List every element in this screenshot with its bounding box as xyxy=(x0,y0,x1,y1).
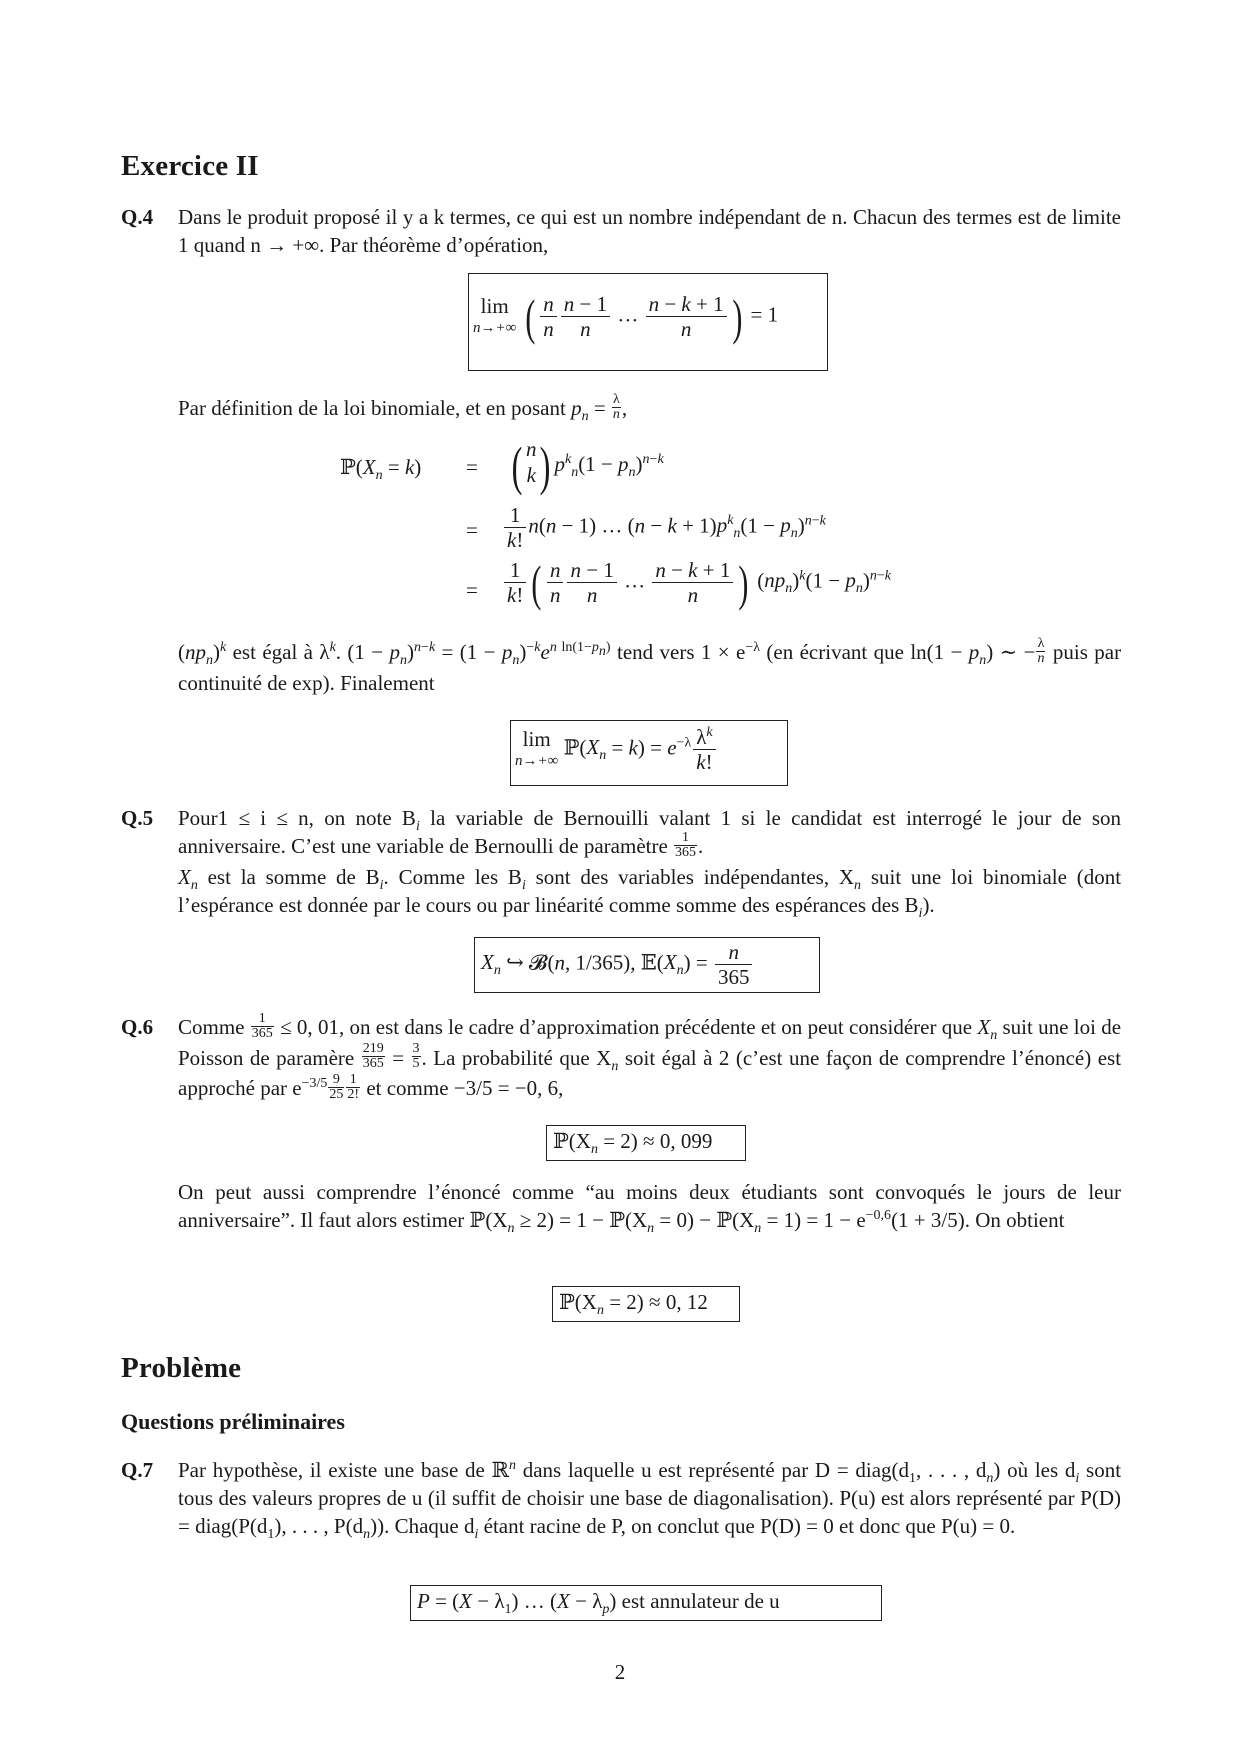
question-q6 xyxy=(121,1010,1122,1105)
q4-binomial-intro: Par définition de la loi binomiale, et en posant $p_n$ = $\frac{\lambda}{n}$ , xyxy=(178,391,628,425)
question-label: Q.6 xyxy=(121,1015,154,1039)
question-label: Q.4 xyxy=(121,205,154,229)
question-text: Dans le produit proposé il y a k termes, ce qui est un nombre indépendant de n. Chacun des termes est de limite 1 quand n → +∞. Par théorème d’opération, xyxy=(178,205,1121,257)
question-q7 xyxy=(121,1456,1122,1543)
result-box-binomial: $X_n$ ↪ 𝓑(n, 1/365), $𝔼(X_n)$ = $\frac{n}{365}$ xyxy=(474,937,820,993)
section-title-problem: Problème xyxy=(121,1352,242,1384)
result-box-annihilator: $P = (X - \lambda_1)$ … $(X - \lambda_p)$ est annulateur de u xyxy=(410,1585,882,1621)
question-text: Pour1 ≤ i ≤ n, on note $B_i$ la variable de Bernouilli valant 1 si le candidat est interrogé le jour de son anniversaire. C’est une variable de Bernoulli de paramètre $\frac{1}{365}$ . $X_n$ est la somme de $B_i$. Comme les $B_i$ sont des variables indépendantes, $X_n$ suit une loi binomiale (dont l’espérance est donnée par le cours ou par linéarité comme somme des espérances des $B_i$). xyxy=(178,806,1122,921)
result-box-approx-2: $ℙ(X_n = 2) \approx 0$, 12 xyxy=(552,1286,740,1322)
page-number: 2 xyxy=(614,1660,626,1684)
question-text: Par hypothèse, il existe une base de ℝ$^n$ dans laquelle u est représenté par $D = diag(d_1$, . . . , $d_n$) où les $d_i$ sont tous des valeurs propres de u (il suffit de choisir une base de diagonalisation). P(u) est alors représenté par $P(D) = diag(P(d_1)$, . . . , $P(d_n)$). Chaque $d_i$ étant racine de P, on conclut que P(D) = 0 et donc que P(u) = 0. xyxy=(178,1458,1122,1543)
question-q5 xyxy=(121,804,1121,919)
question-label: Q.7 xyxy=(121,1458,154,1482)
result-box-poisson-limit: lim n→+∞ $ℙ(X_n = k) = e^{-\lambda}$ $\frac{\lambda^k}{k!}$ xyxy=(510,720,788,786)
document-page: Exercice II Q.4 Dans le produit proposé il y a k termes, ce qui est un nombre indépendant de n. Chacun des termes est de limite 1 quand n → +∞. Par théorème d’opération, lim n→+∞ ( $\frac{n}{n}$ $\frac{n - 1}{n}$ … $\frac{n - k + 1}{n}$ ) = 1 Par définition de la loi binomiale, et en posant $p_n$ = $\frac{\lambda}{n}$ , $ℙ(X_n = k)$ = ( n k) $p^k_n(1 - p_n)^{n-k}$ = $\frac{1}{k!}$ n(n − 1) … $(n - k + 1)p^k_n(1 - p_n)^{n-k}$ = $\frac{1}{k!}$ ( $\frac{n}{n}$ $\frac{n - 1}{n}$ … $\frac{n - k + 1}{n}$ ) $(np_n)^k(1 - p_n)^{n-k}$ $(np_n)^k$ est égal à $\lambda^k$. $(1 - p_n)^{n-k} = (1 - p_n)^{-k}e^{n ln(1-p_n)}$ tend vers $1 \times e^{-\lambda}$ (en écrivant que $\ln(1 - p_n)$ ∼ − $\frac{\lambda}{n}$ puis par continuité de exp). Finalement lim n→+∞ $ℙ(X_n = k) = e^{-\lambda}$ $\frac{\lambda^k}{k!}$ Q.5 Pour1 ≤ i ≤ n, on note $B_i$ la variable de Bernouilli valant 1 si le candidat est interrogé le jour de son anniversaire. C’est une variable de Bernoulli de paramètre $\frac{1}{365}$ . $X_n$ est la somme de $B_i$. Comme les $B_i$ sont des variables indépendantes, $X_n$ suit une loi binomiale (dont l’espérance est donnée par le cours ou par linéarité comme somme des espérances des $B_i$). $X_n$ ↪ 𝓑(n, 1/365), $𝔼(X_n)$ = $\frac{n}{365}$ Q.6 Comme $\frac{1}{365}$ ≤ 0, 01, on est dans le cadre d’approximation précédente et on peut considérer que $X_n$ suit une loi de Poisson de paramère $\frac{219}{365}$ = $\frac{3}{5}$ . La probabilité que $X_n$ soit égal à 2 (c’est une façon de comprendre l’énoncé) est approché par $e^{-3/5}$ $\frac{9}{25}$ $\frac{1}{2!}$ et comme −3/5 = −0, 6, $ℙ(X_n = 2) \approx 0$, 099 On peut aussi comprendre l’énoncé comme “au moins deux étudiants sont convoqués le jours de leur anniversaire”. Il faut alors estimer $ℙ(X_n \ge 2) = 1$ − $ℙ(X_n = 0)$ − $ℙ(X_n = 1) = 1 - e^{-0,6}(1 + 3/5)$. On obtient $ℙ(X_n = 2) \approx 0$, 12 Problème Questions préliminaires Q.7 Par hypothèse, il existe une base de ℝ$^n$ dans laquelle u est représenté par $D = diag(d_1$, . . . , $d_n$) où les $d_i$ sont tous des valeurs propres de u (il suffit de choisir une base de diagonalisation). P(u) est alors représenté par $P(D) = diag(P(d_1)$, . . . , $P(d_n)$). Chaque $d_i$ étant racine de P, on conclut que P(D) = 0 et donc que P(u) = 0. $P = (X - \lambda_1)$ … $(X - \lambda_p)$ est annulateur de u 2 xyxy=(0,0,1240,1754)
question-text: Comme $\frac{1}{365}$ ≤ 0, 01, on est dans le cadre d’approximation précédente et on peut considérer que $X_n$ suit une loi de Poisson de paramère $\frac{219}{365}$ = $\frac{3}{5}$ . La probabilité que $X_n$ soit égal à 2 (c’est une façon de comprendre l’énoncé) est approché par $e^{-3/5}$ $\frac{9}{25}$ $\frac{1}{2!}$ et comme −3/5 = −0, 6, xyxy=(178,1010,1122,1103)
subsection-title-preliminary: Questions préliminaires xyxy=(121,1409,345,1434)
question-q4 xyxy=(121,203,1121,259)
result-box-limit-product: lim n→+∞ ( $\frac{n}{n}$ $\frac{n - 1}{n}$ … $\frac{n - k + 1}{n}$ ) = 1 xyxy=(468,273,828,371)
section-title-exercise: Exercice II xyxy=(121,150,259,182)
q4-conclusion: $(np_n)^k$ est égal à $\lambda^k$. $(1 - p_n)^{n-k} = (1 - p_n)^{-k}e^{n ln(1-p_n)}$ tend vers $1 \times e^{-\lambda}$ (en écrivant que $\ln(1 - p_n)$ ∼ − $\frac{\lambda}{n}$ puis par continuité de exp). Finalement xyxy=(178,635,1122,695)
result-box-approx-1: $ℙ(X_n = 2) \approx 0$, 099 xyxy=(546,1125,746,1161)
q6-alternative: On peut aussi comprendre l’énoncé comme “au moins deux étudiants sont convoqués le jours de leur anniversaire”. Il faut alors estimer $ℙ(X_n \ge 2) = 1$ − $ℙ(X_n = 0)$ − $ℙ(X_n = 1) = 1 - e^{-0,6}(1 + 3/5)$. On obtient xyxy=(178,1180,1121,1237)
question-label: Q.5 xyxy=(121,806,154,830)
